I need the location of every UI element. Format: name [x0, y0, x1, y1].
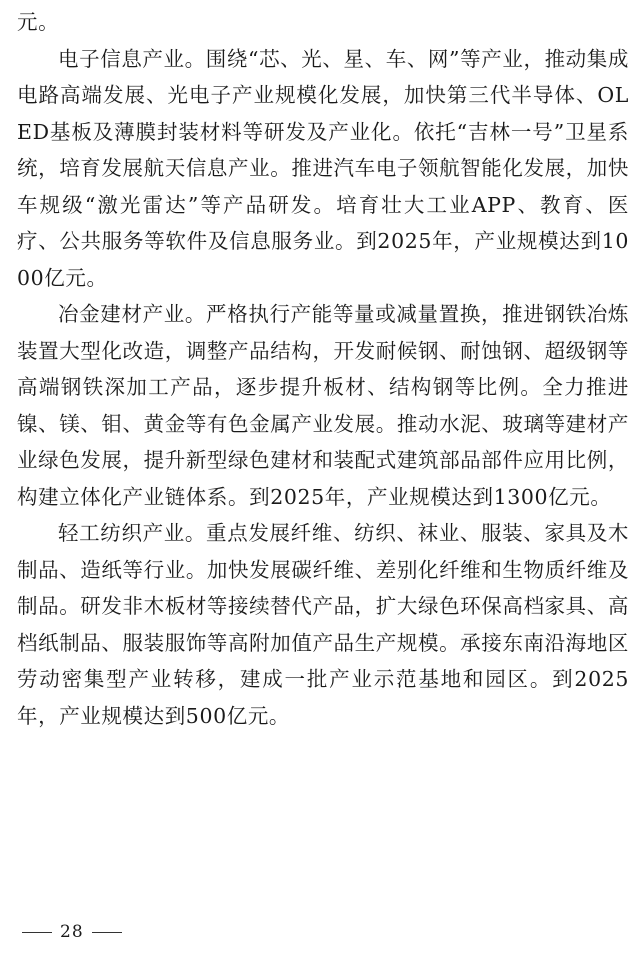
paragraph-light-industry-textile-industry: 轻工纺织产业。重点发展纤维、纺织、袜业、服装、家具及木制品、造纸等行业。加快发展碳纤维、差别化纤维和生物质纤维及制品。研发非木板材等接续替代产品，扩大绿色环保高档家具、高档纸制品、服装服饰等高附加值产品生产规模。承接东南沿海地区劳动密集型产业转移，建成一批产业示范基地和园区。到2025年，产业规模达到500亿元。	[17, 521, 629, 728]
page-number: 28	[60, 922, 84, 942]
footer-dash-left	[22, 932, 52, 933]
paragraph-metallurgy-building-materials-industry: 冶金建材产业。严格执行产能等量或减量置换，推进钢铁冶炼装置大型化改造，调整产品结构，开发耐候钢、耐蚀钢、超级钢等高端钢铁深加工产品，逐步提升板材、结构钢等比例。全力推进镍、镁、钼、黄金等有色金属产业发展。推动水泥、玻璃等建材产业绿色发展，提升新型绿色建材和装配式建筑部品部件应用比例，构建立体化产业链体系。到2025年，产业规模达到1300亿元。	[17, 302, 629, 509]
paragraph-electronic-information-industry: 电子信息产业。围绕“芯、光、星、车、网”等产业，推动集成电路高端发展、光电子产业规模化发展，加快第三代半导体、OLED基板及薄膜封装材料等研发及产业化。依托“吉林一号”卫星系统，培育发展航天信息产业。推进汽车电子领航智能化发展，加快车规级“激光雷达”等产品研发。培育壮大工业APP、教育、医疗、公共服务等软件及信息服务业。到2025年，产业规模达到1000亿元。	[17, 46, 629, 290]
footer-dash-right	[92, 932, 122, 933]
paragraph-continuation: 元。	[17, 10, 60, 34]
page-footer	[14, 921, 130, 943]
document-body	[17, 4, 629, 734]
